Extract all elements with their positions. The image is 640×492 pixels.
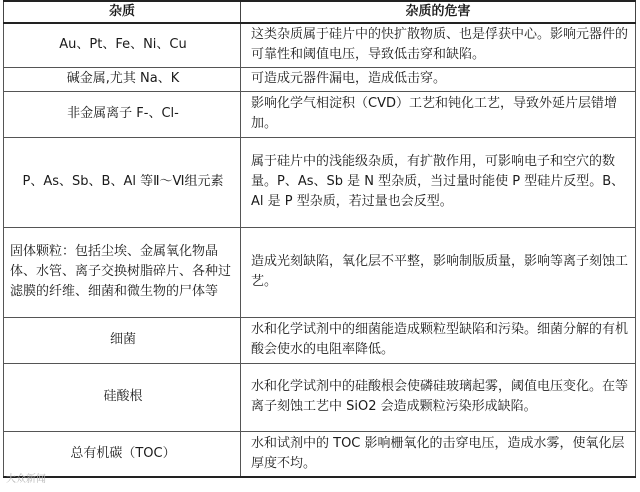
impurity-name-cell: 硅酸根 (4, 363, 241, 431)
table-row (4, 317, 636, 363)
impurity-name-cell: 细菌 (4, 317, 241, 363)
table-row (4, 67, 636, 91)
hazard-cell: 这类杂质属于硅片中的快扩散物质、也是俘获中心。影响元器件的可靠性和阈值电压，导致低击穿和缺陷。 (241, 23, 636, 67)
hazard-cell: 影响化学气相淀积（CVD）工艺和钝化工艺，导致外延片层错增加。 (241, 91, 636, 137)
watermark: 大众新闻 (6, 474, 46, 485)
column-header-impurity: 杂质 (4, 1, 241, 23)
hazard-cell: 可造成元器件漏电，造成低击穿。 (241, 67, 636, 91)
hazard-cell: 水和试剂中的 TOC 影响栅氧化的击穿电压，造成水雾，使氧化层厚度不均。 (241, 431, 636, 477)
hazard-cell: 属于硅片中的浅能级杂质，有扩散作用，可影响电子和空穴的数量。P、As、Sb 是 N 型杂质，当过量时能使 P 型硅片反型。B、Al 是 P 型杂质，若过量也会反型。 (241, 137, 636, 227)
impurity-name-cell: P、As、Sb、B、Al 等Ⅱ～Ⅵ组元素 (4, 137, 241, 227)
impurity-name-cell: Au、Pt、Fe、Ni、Cu (4, 23, 241, 67)
hazard-cell: 水和化学试剂中的硅酸根会使磷硅玻璃起雾，阈值电压变化。在等离子刻蚀工艺中 SiO2 会造成颗粒污染形成缺陷。 (241, 363, 636, 431)
impurity-name-cell: 固体颗粒：包括尘埃、金属氧化物晶体、水管、离子交换树脂碎片、各种过滤膜的纤维、细菌和微生物的尸体等 (4, 227, 241, 317)
column-header-hazard: 杂质的危害 (241, 1, 636, 23)
document-page (3, 0, 635, 488)
impurity-name-cell: 总有机碳（TOC） (4, 431, 241, 477)
impurity-name-cell: 非金属离子 F-、Cl- (4, 91, 241, 137)
table-row (4, 137, 636, 227)
table-row (4, 91, 636, 137)
impurity-hazard-table (3, 0, 636, 478)
table-row (4, 227, 636, 317)
hazard-cell: 造成光刻缺陷，氧化层不平整，影响制版质量，影响等离子刻蚀工艺。 (241, 227, 636, 317)
table-row (4, 23, 636, 67)
table-row (4, 431, 636, 477)
impurity-name-cell: 碱金属,尤其 Na、K (4, 67, 241, 91)
hazard-cell: 水和化学试剂中的细菌能造成颗粒型缺陷和污染。细菌分解的有机酸会使水的电阻率降低。 (241, 317, 636, 363)
table-header-row (4, 1, 636, 23)
table-row (4, 363, 636, 431)
